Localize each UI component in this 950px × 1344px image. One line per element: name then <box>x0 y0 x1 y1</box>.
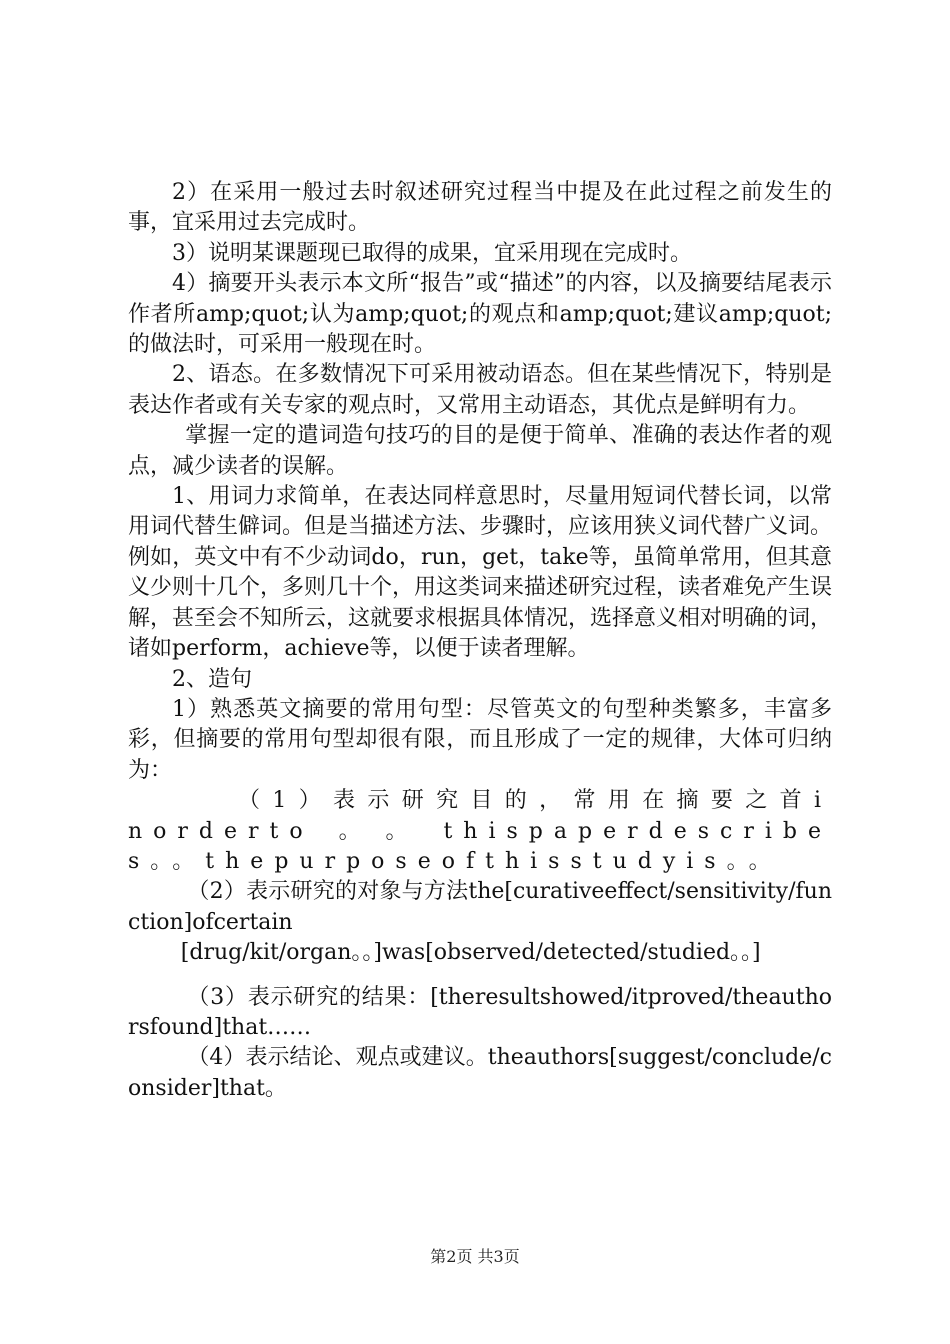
paragraph-pattern-conclusion: （4）表示结论、观点或建议。theauthors[suggest/conclude/consider]that。 <box>128 1045 832 1101</box>
paragraph-past-perfect: 2）在采用一般过去时叙述研究过程当中提及在此过程之前发生的事，宜采用过去完成时。 <box>128 180 832 236</box>
paragraph-pattern-result: （3）表示研究的结果：[theresultshowed/itproved/theauthorsfound]that…… <box>128 984 832 1040</box>
page-footer: 第2页 共3页 <box>430 1247 520 1266</box>
paragraph-pattern-object-method: （2）表示研究的对象与方法the[curativeeffect/sensitivity/function]ofcertain <box>128 879 832 935</box>
paragraph-pattern-object-method-cont: [drug/kit/organ。。]was[observed/detected/studied。。] <box>180 940 761 966</box>
paragraph-sentence-heading: 2、造句 <box>172 666 252 692</box>
paragraph-voice: 2、语态。在多数情况下可采用被动语态。但在某些情况下，特别是表达作者或有关专家的观点时，又常用主动语态，其优点是鲜明有力。 <box>128 362 832 418</box>
paragraph-sentence-patterns: 1）熟悉英文摘要的常用句型：尽管英文的句型种类繁多，丰富多彩，但摘要的常用句型却很有限，而且形成了一定的规律，大体可归纳为： <box>128 696 832 783</box>
document-body <box>128 178 832 1104</box>
paragraph-simple-present: 4）摘要开头表示本文所“报告”或“描述”的内容，以及摘要结尾表示作者所amp;quot;认为amp;quot;的观点和amp;quot;建议amp;quot;的做法时，可采用一般现在时。 <box>128 271 832 358</box>
paragraph-wording-intro: 掌握一定的遣词造句技巧的目的是便于简单、准确的表达作者的观点，减少读者的误解。 <box>128 423 832 479</box>
paragraph-present-perfect: 3）说明某课题现已取得的成果，宜采用现在完成时。 <box>172 240 692 266</box>
paragraph-word-choice: 1、用词力求简单，在表达同样意思时，尽量用短词代替长词，以常用词代替生僻词。但是当描述方法、步骤时，应该用狭义词代替广义词。例如，英文中有不少动词do，run，get，take等，虽简单常用，但其意义少则十几个，多则几十个，用这类词来描述研究过程，读者难免产生误解，甚至会不知所云，这就要求根据具体情况，选择意义相对明确的词，诸如perform，achieve等，以便于读者理解。 <box>128 484 833 662</box>
paragraph-pattern-purpose: （1）表示研究目的，常用在摘要之首inorderto。。thispaperdescribes。。thepurposeofthisstudyis。。 <box>128 788 832 874</box>
